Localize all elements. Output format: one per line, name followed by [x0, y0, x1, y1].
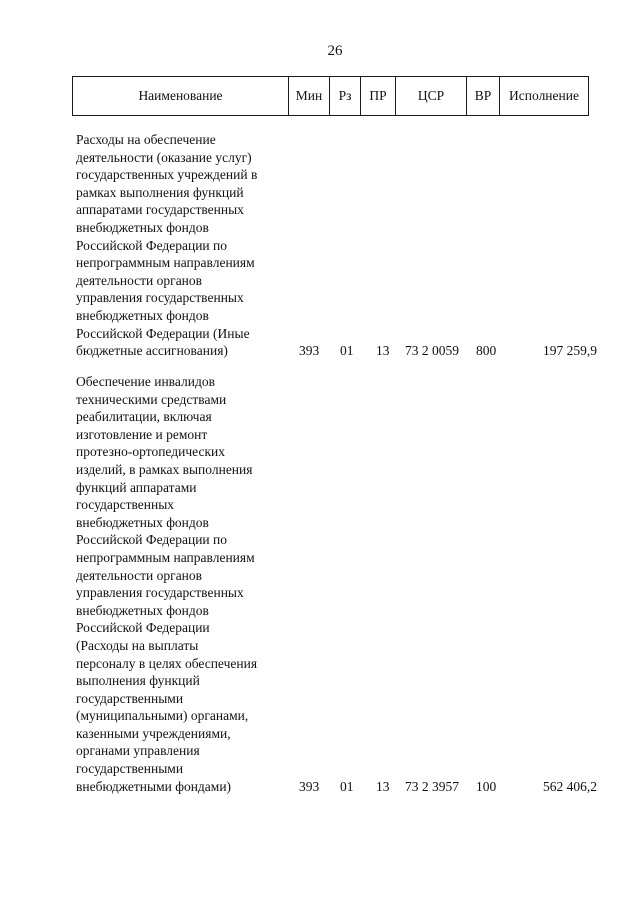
header-vr: ВР: [467, 77, 500, 116]
row-name-line: Российской Федерации (Иные: [76, 325, 250, 341]
row-name-line: казенными учреждениями,: [76, 725, 231, 741]
row-name-line: государственными: [76, 761, 184, 777]
row-name-line: (Расходы на выплаты: [76, 637, 199, 653]
row-name-line: непрограммным направлениям: [76, 255, 255, 271]
row-name-line: изделий, в рамках выполнения: [76, 461, 253, 477]
row-name-line: органами управления: [76, 743, 200, 759]
header-csr: ЦСР: [396, 77, 467, 116]
row-name-line: государственными: [76, 690, 184, 706]
row-name-line: управления государственных: [76, 585, 244, 601]
header-name: Наименование: [73, 77, 289, 116]
row-ispolnenie: 562 406,2: [543, 779, 597, 794]
row-name-line: бюджетные ассигнования): [76, 343, 228, 359]
row-name-line: Российской Федерации по: [76, 532, 228, 548]
row-name: [76, 373, 291, 795]
row-vr: 100: [476, 779, 497, 794]
row-name-line: аппаратами государственных: [76, 202, 244, 218]
row-min: 393: [299, 779, 320, 794]
row-name-line: управления государственных: [76, 290, 244, 306]
row-name-line: внебюджетных фондов: [76, 219, 209, 235]
row-name-line: Российской Федерации: [76, 620, 210, 636]
row-rz: 01: [340, 779, 354, 794]
row-name-line: внебюджетных фондов: [76, 514, 209, 530]
row-name-line: протезно-ортопедических: [76, 444, 225, 460]
row-pr: 13: [376, 343, 390, 358]
row-name-line: государственных учреждений в: [76, 167, 258, 183]
row-name-line: изготовление и ремонт: [76, 426, 208, 442]
row-pr: 13: [376, 779, 390, 794]
row-name-line: Расходы на обеспечение: [76, 132, 216, 147]
row-name-line: выполнения функций: [76, 673, 200, 689]
header-row: [73, 77, 589, 116]
row-name-line: Российской Федерации по: [76, 237, 228, 253]
row-name-line: непрограммным направлениям: [76, 549, 255, 565]
row-min: 393: [299, 343, 320, 358]
row-name-line: Обеспечение инвалидов: [76, 374, 215, 389]
row-name-line: государственных: [76, 497, 175, 513]
row-name-line: персоналу в целях обеспечения: [76, 655, 258, 671]
row-name-line: техническими средствами: [76, 391, 227, 407]
row-rz: 01: [340, 343, 354, 358]
row-name-line: внебюджетных фондов: [76, 602, 209, 618]
row-name-line: рамках выполнения функций: [76, 184, 244, 200]
header-min: Мин: [289, 77, 330, 116]
row-name-line: внебюджетными фондами): [76, 778, 232, 794]
header-pr: ПР: [361, 77, 396, 116]
row-csr: 73 2 0059: [405, 343, 459, 358]
row-name-line: внебюджетных фондов: [76, 307, 209, 323]
row-name: [76, 131, 291, 360]
row-vr: 800: [476, 343, 497, 358]
row-name-line: (муниципальными) органами,: [76, 708, 249, 724]
header-rz: Рз: [330, 77, 361, 116]
page-number: 26: [327, 43, 343, 59]
row-name-line: функций аппаратами: [76, 479, 197, 495]
row-ispolnenie: 197 259,9: [543, 343, 597, 358]
row-csr: 73 2 3957: [405, 779, 459, 794]
row-name-line: реабилитации, включая: [76, 409, 212, 425]
table-header: [72, 76, 589, 116]
header-ispolnenie: Исполнение: [500, 77, 589, 116]
row-name-line: деятельности органов: [76, 567, 203, 583]
row-name-line: деятельности органов: [76, 272, 203, 288]
row-name-line: деятельности (оказание услуг): [76, 149, 252, 165]
